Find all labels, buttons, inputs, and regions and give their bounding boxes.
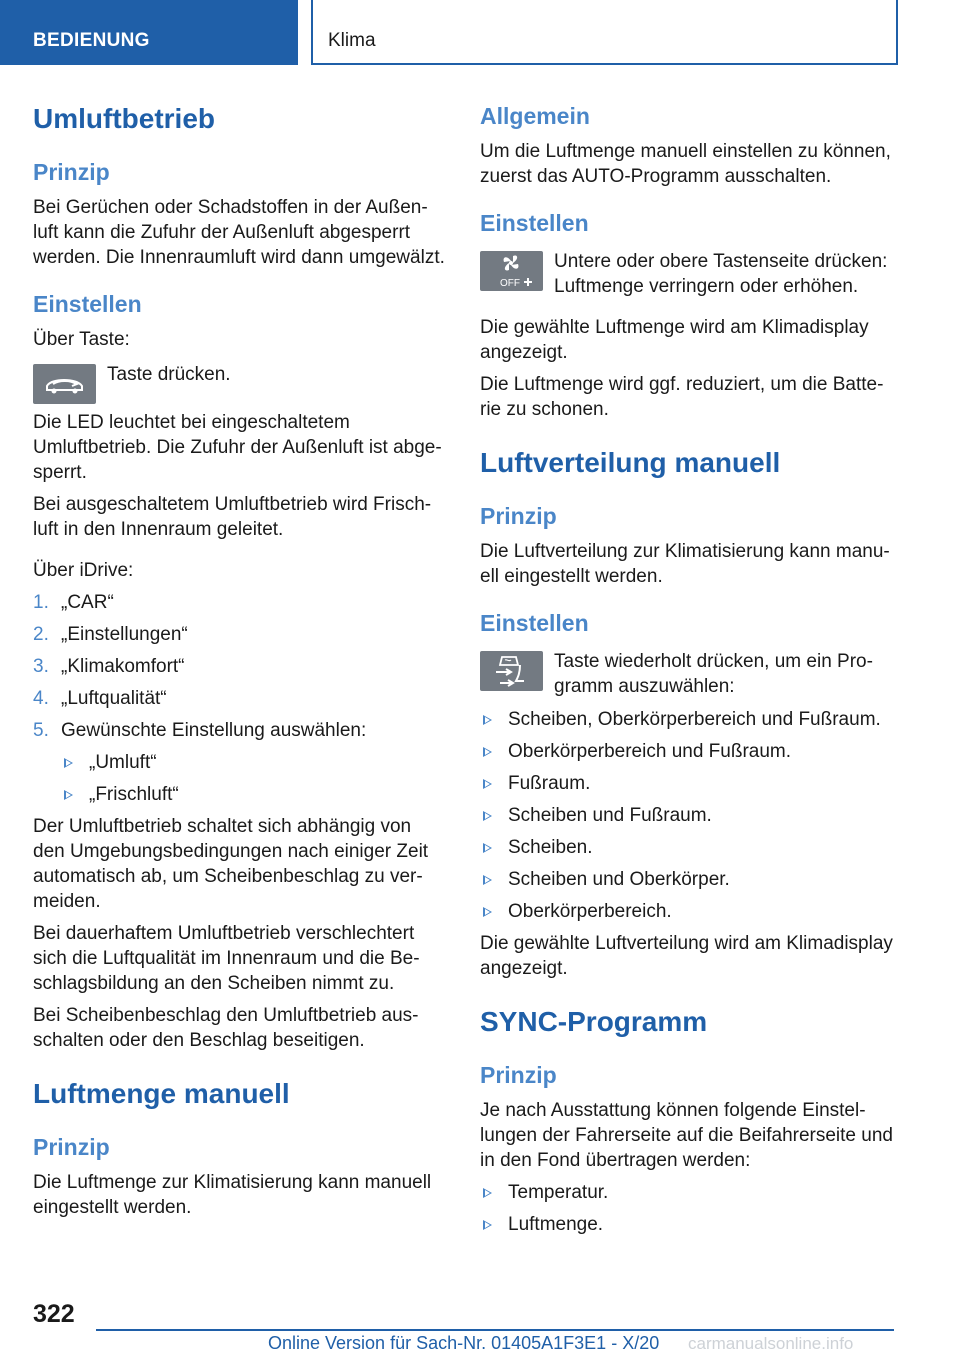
idrive-steps-list [33, 590, 446, 743]
list-item: 2. „Einstellungen“ [33, 624, 188, 645]
list-item: Luftmenge. [480, 1212, 896, 1237]
heading-allgemein: Allgemein [480, 103, 590, 129]
paragraph-klimadisplay-luftverteilung: Die gewählte Luftverteilung wird am Klimadisplay angezeigt. [480, 933, 893, 979]
list-item: 3. „Klimakomfort“ [33, 656, 185, 677]
triangle-bullet-icon [483, 1188, 492, 1198]
header-section-label: BEDIENUNG [33, 30, 150, 51]
triangle-bullet-icon [483, 715, 492, 725]
paragraph-batterie: Die Luftmenge wird ggf. reduziert, um die Batte-rie zu schonen. [480, 374, 884, 420]
paragraph-klimadisplay-luftmenge: Die gewählte Luftmenge wird am Klimadisplay angezeigt. [480, 317, 869, 363]
list-item: 1. „CAR“ [33, 592, 114, 613]
paragraph-sync: Je nach Ausstattung können folgende Einstel-lungen der Fahrerseite auf die Beifahrerseite und in den Fond übertragen werden: [480, 1100, 893, 1171]
paragraph-beschlag: Bei Scheibenbeschlag den Umluftbetrieb aus-schalten oder den Beschlag beseitigen. [33, 1005, 419, 1051]
paragraph-wiederholt-druecken: Taste wiederholt drücken, um ein Pro-gramm auszuwählen: [554, 651, 873, 697]
paragraph-prinzip-umluft: Bei Gerüchen oder Schadstoffen in der Außen-luft kann die Zufuhr der Außenluft abgesperrt werden. Die Innenraumluft wird dann umgewälzt. [33, 197, 445, 268]
paragraph-allgemein: Um die Luftmenge manuell einstellen zu können, zuerst das AUTO-Programm ausschalten. [480, 141, 891, 187]
triangle-bullet-icon [483, 843, 492, 853]
fan-button-row [480, 249, 896, 299]
list-item: Oberkörperbereich und Fußraum. [480, 739, 896, 764]
paragraph-taste-druecken: Taste drücken. [107, 364, 231, 385]
idrive-substeps-list [33, 750, 446, 807]
left-column [33, 100, 446, 1220]
list-item: Temperatur. [480, 1180, 896, 1205]
paragraph-tastenseite: Untere oder obere Tastenseite drücken: Luftmenge verringern oder erhöhen. [554, 251, 888, 297]
paragraph-ueber-idrive: Über iDrive: [33, 560, 134, 581]
paragraph-auto-abschaltung: Der Umluftbetrieb schaltet sich abhängig von den Umgebungsbedingungen nach einiger Zeit automatisch ab, um Scheibenbeschlag zu ver-meiden. [33, 816, 429, 912]
list-item: Scheiben. [480, 835, 896, 860]
heading-prinzip: Prinzip [33, 1134, 110, 1160]
heading-luftverteilung-manuell: Luftverteilung manuell [480, 447, 781, 478]
right-column [480, 100, 896, 1237]
list-item: 4. „Luftqualität“ [33, 688, 167, 709]
header-section-tab [0, 0, 298, 65]
heading-einstellen: Einstellen [33, 291, 142, 317]
air-distribution-programs-list [480, 707, 896, 924]
paragraph-dauerhaft: Bei dauerhaftem Umluftbetrieb verschlechtert sich die Luftqualität im Innenraum und die Be-schlagsbildung an den Scheiben nimmt zu. [33, 923, 420, 994]
triangle-bullet-icon [483, 779, 492, 789]
header-chapter-box [311, 0, 898, 65]
paragraph-ueber-taste: Über Taste: [33, 329, 130, 350]
list-item: Scheiben, Oberkörperbereich und Fußraum. [480, 707, 896, 732]
heading-prinzip: Prinzip [33, 159, 110, 185]
footer-online-version: Online Version für Sach-Nr. 01405A1F3E1 - X/20 [268, 1333, 660, 1353]
paragraph-prinzip-luftverteilung: Die Luftverteilung zur Klimatisierung kann manu-ell eingestellt werden. [480, 541, 890, 587]
heading-einstellen: Einstellen [480, 210, 589, 236]
list-item: Scheiben und Fußraum. [480, 803, 896, 828]
svg-text:OFF: OFF [500, 278, 520, 289]
heading-prinzip: Prinzip [480, 1062, 557, 1088]
triangle-bullet-icon [64, 758, 73, 768]
watermark-text: carmanualsonline.info [688, 1334, 854, 1353]
triangle-bullet-icon [483, 811, 492, 821]
heading-einstellen: Einstellen [480, 610, 589, 636]
air-distribution-button-icon [480, 651, 543, 691]
list-item: „Umluft“ [61, 750, 446, 775]
heading-umluftbetrieb: Umluftbetrieb [33, 103, 215, 134]
triangle-bullet-icon [483, 907, 492, 917]
heading-sync-programm: SYNC-Programm [480, 1006, 708, 1037]
list-item: Scheiben und Oberkörper. [480, 867, 896, 892]
fan-button-icon [480, 251, 543, 291]
triangle-bullet-icon [483, 875, 492, 885]
page-number: 322 [33, 1300, 75, 1328]
paragraph-prinzip-luftmenge: Die Luftmenge zur Klimatisierung kann manuell eingestellt werden. [33, 1172, 432, 1218]
header-chapter-label: Klima [328, 30, 376, 51]
sync-items-list [480, 1180, 896, 1237]
triangle-bullet-icon [483, 1220, 492, 1230]
list-item: „Frischluft“ [61, 782, 446, 807]
triangle-bullet-icon [483, 747, 492, 757]
heading-prinzip: Prinzip [480, 503, 557, 529]
triangle-bullet-icon [64, 790, 73, 800]
paragraph-frischluft: Bei ausgeschaltetem Umluftbetrieb wird Frisch-luft in den Innenraum geleitet. [33, 494, 432, 540]
recirculation-button-icon [33, 364, 96, 404]
recirculation-button-row [33, 362, 446, 404]
air-distribution-button-row [480, 649, 896, 699]
list-item: Oberkörperbereich. [480, 899, 896, 924]
footer-divider [96, 1329, 894, 1331]
paragraph-led-umluft: Die LED leuchtet bei eingeschaltetem Umluftbetrieb. Die Zufuhr der Außenluft ist abge-sperrt. [33, 412, 442, 483]
list-item: Fußraum. [480, 771, 896, 796]
list-item: 5. Gewünschte Einstellung auswählen: [33, 720, 367, 741]
heading-luftmenge-manuell: Luftmenge manuell [33, 1078, 290, 1109]
